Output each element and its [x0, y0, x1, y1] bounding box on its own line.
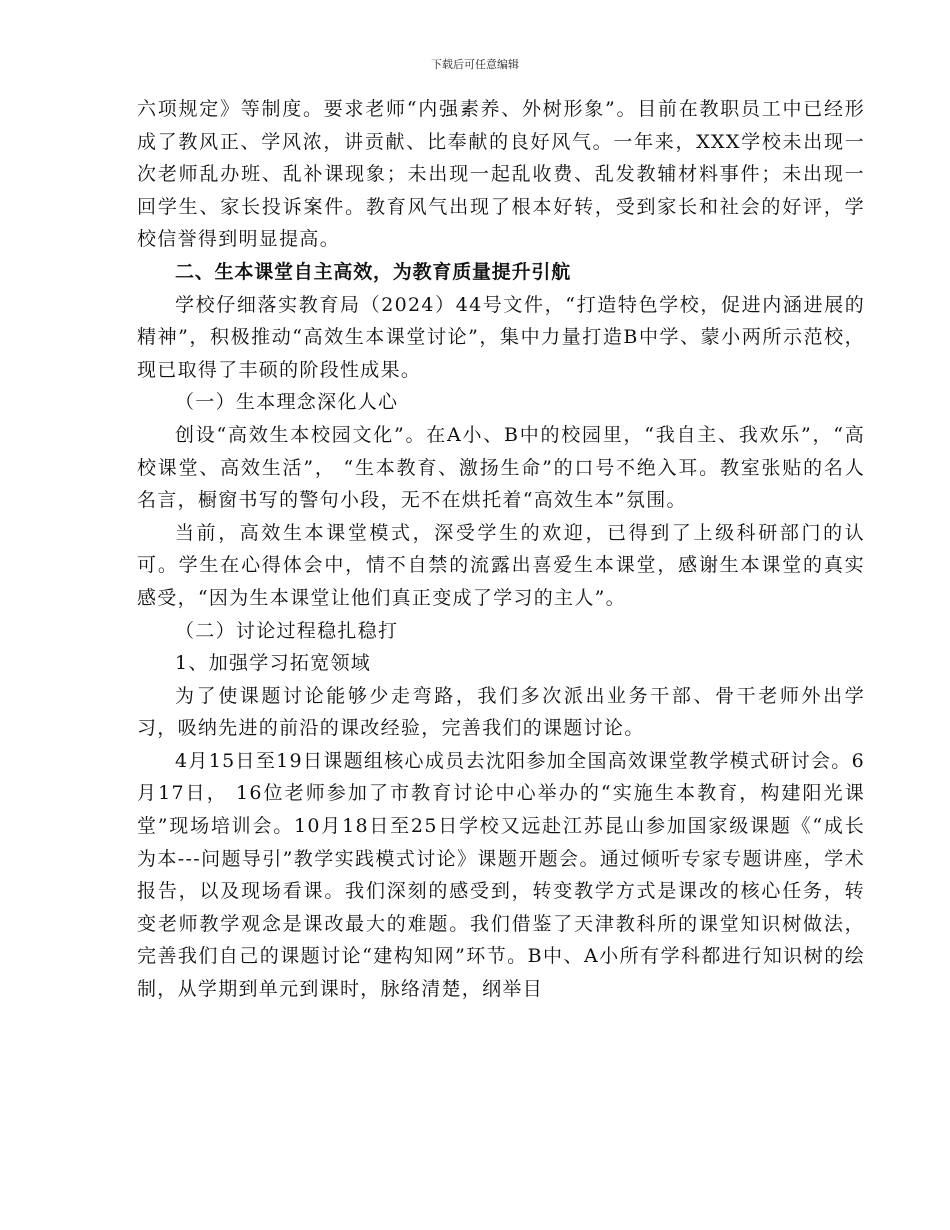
subsection-item-heading: 1、加强学习拓宽领域: [175, 652, 372, 675]
paragraph: 为了使课题讨论能够少走弯路，我们多次派出业务干部、骨干老师外出学习，吸纳先进的前沿的课改经验，完善我们的课题讨论。: [137, 684, 865, 740]
section-heading: 二、生本课堂自主高效，为教育质量提升引航: [175, 260, 572, 283]
paragraph: 学校仔细落实教育局（2024）44号文件，“打造特色学校，促进内涵进展的精神”，积极推动“高效生本课堂讨论”，集中力量打造B中学、蒙小两所示范校，现已取得了丰硕的阶段性成果。: [137, 293, 865, 381]
paragraph: 创设“高效生本校园文化”。在A小、B中的校园里，“我自主、我欢乐”，“高校课堂、高效生活”， “生本教育、激扬生命”的口号不绝入耳。教室张贴的名人名言，橱窗书写的警句小段，无不在烘托着“高效生本”氛围。: [137, 423, 865, 512]
paragraph-continued: 六项规定》等制度。要求老师“内强素养、外树形象”。目前在教职员工中已经形成了教风正、学风浓，讲贡献、比奉献的良好风气。一年来，XXX学校未出现一次老师乱办班、乱补课现象；未出现一起乱收费、乱发教辅材料事件；未出现一回学生、家长投诉案件。教育风气出现了根本好转，受到家长和社会的好评，学校信誉得到明显提高。: [137, 98, 865, 251]
page-header-note: 下载后可任意编辑: [431, 58, 519, 71]
subsection-heading: （二）讨论过程稳扎稳打: [175, 619, 399, 642]
paragraph: 当前，高效生本课堂模式，深受学生的欢迎，已得到了上级科研部门的认可。学生在心得体会中，情不自禁的流露出喜爱生本课堂，感谢生本课堂的真实感受，“因为生本课堂让他们真正变成了学习的主人”。: [137, 521, 865, 609]
paragraph: 4月15日至19日课题组核心成员去沈阳参加全国高效课堂教学模式研讨会。6月17日， 16位老师参加了市教育讨论中心举办的“实施生本教育，构建阳光课堂”现场培训会。10月18日至25日学校又远赴江苏昆山参加国家级课题《“成长为本---问题导引”教学实践模式讨论》课题开题会。通过倾听专家专题讲座，学术报告，以及现场看课。我们深刻的感受到，转变教学方式是课改的核心任务，转变老师教学观念是课改最大的难题。我们借鉴了天津教科所的课堂知识树做法，完善我们自己的课题讨论“建构知网”环节。B中、A小所有学科都进行知识树的绘制，从学期到单元到课时，脉络清楚，纲举目: [137, 749, 865, 1001]
subsection-heading: （一）生本理念深化人心: [175, 391, 399, 414]
document-body: [137, 93, 865, 1006]
